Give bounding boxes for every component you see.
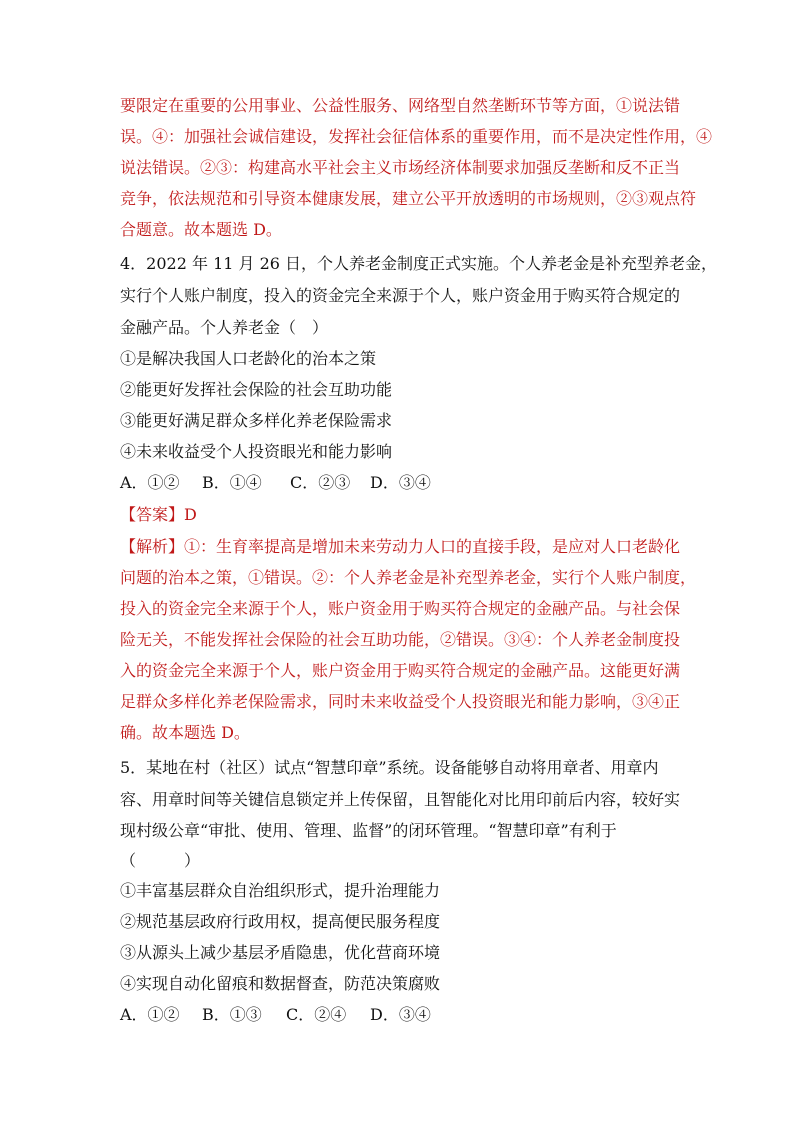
prev-analysis-line: 说法错误。②③：构建高水平社会主义市场经济体制要求加强反垄断和反不正当 (120, 158, 681, 177)
q4-answer (120, 505, 197, 525)
q4-analysis-line: 确。故本题选 D。 (120, 723, 250, 742)
prev-analysis-line: 要限定在重要的公用事业、公益性服务、网络型自然垄断环节等方面，①说法错 (120, 96, 681, 115)
q4-stem-line: 4．2022 年 11 月 26 日，个人养老金制度正式实施。个人养老金是补充型养老金， (120, 254, 718, 273)
answer-label: 【答案】 (120, 505, 185, 524)
q4-statement: ③能更好满足群众多样化养老保险需求 (120, 411, 393, 430)
q4-analysis-line: 投入的资金完全来源于个人，账户资金用于购买符合规定的金融产品。与社会保 (120, 599, 681, 618)
q4-option-c: C．②③ (290, 473, 351, 492)
q4-statement: ②能更好发挥社会保险的社会互助功能 (120, 380, 393, 399)
q4-analysis-line: 入的资金完全来源于个人，账户资金用于购买符合规定的金融产品。这能更好满 (120, 661, 681, 680)
q5-statement: ①丰富基层群众自治组织形式，提升治理能力 (120, 881, 441, 900)
q4-statement: ①是解决我国人口老龄化的治本之策 (120, 349, 377, 368)
q5-option-c: C．②④ (286, 1005, 347, 1024)
prev-analysis-line: 合题意。故本题选 D。 (120, 220, 282, 239)
q4-option-d: D．③④ (370, 473, 431, 492)
prev-analysis-line: 竞争，依法规范和引导资本健康发展，建立公平开放透明的市场规则，②③观点符 (120, 189, 697, 208)
q5-statement: ④实现自动化留痕和数据督查，防范决策腐败 (120, 974, 441, 993)
analysis-label: 【解析】 (120, 537, 185, 556)
q4-stem-line: 金融产品。个人养老金（ ） (120, 318, 329, 337)
q4-option-b: B．①④ (202, 473, 262, 492)
q4-analysis-line (120, 537, 680, 557)
q5-statement: ②规范基层政府行政用权，提高便民服务程度 (120, 912, 441, 931)
q5-option-d: D．③④ (370, 1005, 431, 1024)
q5-statement: ③从源头上减少基层矛盾隐患，优化营商环境 (120, 943, 441, 962)
q5-stem-line: 容、用章时间等关键信息锁定并上传保留，且智能化对比用印前后内容，较好实 (120, 790, 681, 809)
q4-analysis-line: 足群众多样化养老保险需求，同时未来收益受个人投资眼光和能力影响，③④正 (120, 692, 681, 711)
q5-stem-line: 5．某地在村（社区）试点“智慧印章”系统。设备能够自动将用章者、用章内 (120, 758, 659, 777)
q5-option-a: A．①② (120, 1005, 180, 1024)
answer-value: D (184, 505, 197, 524)
q5-stem-line: 现村级公章“审批、使用、管理、监督”的闭环管理。“智慧印章”有利于 (120, 821, 617, 840)
q4-option-a: A．①② (120, 473, 180, 492)
q5-option-b: B．①③ (202, 1005, 262, 1024)
q4-statement: ④未来收益受个人投资眼光和能力影响 (120, 442, 393, 461)
q4-analysis-line: 险无关，不能发挥社会保险的社会互助功能，②错误。③④：个人养老金制度投 (120, 630, 681, 649)
analysis-text: ①：生育率提高是增加未来劳动力人口的直接手段，是应对人口老龄化 (184, 537, 681, 556)
q4-stem-line: 实行个人账户制度，投入的资金完全来源于个人，账户资金用于购买符合规定的 (120, 286, 681, 305)
q4-analysis-line: 问题的治本之策，①错误。②：个人养老金是补充型养老金，实行个人账户制度， (120, 568, 697, 587)
q5-stem-line: （ ） (120, 851, 201, 870)
prev-analysis-line: 误。④：加强社会诚信建设，发挥社会征信体系的重要作用，而不是决定性作用，④ (120, 127, 713, 146)
